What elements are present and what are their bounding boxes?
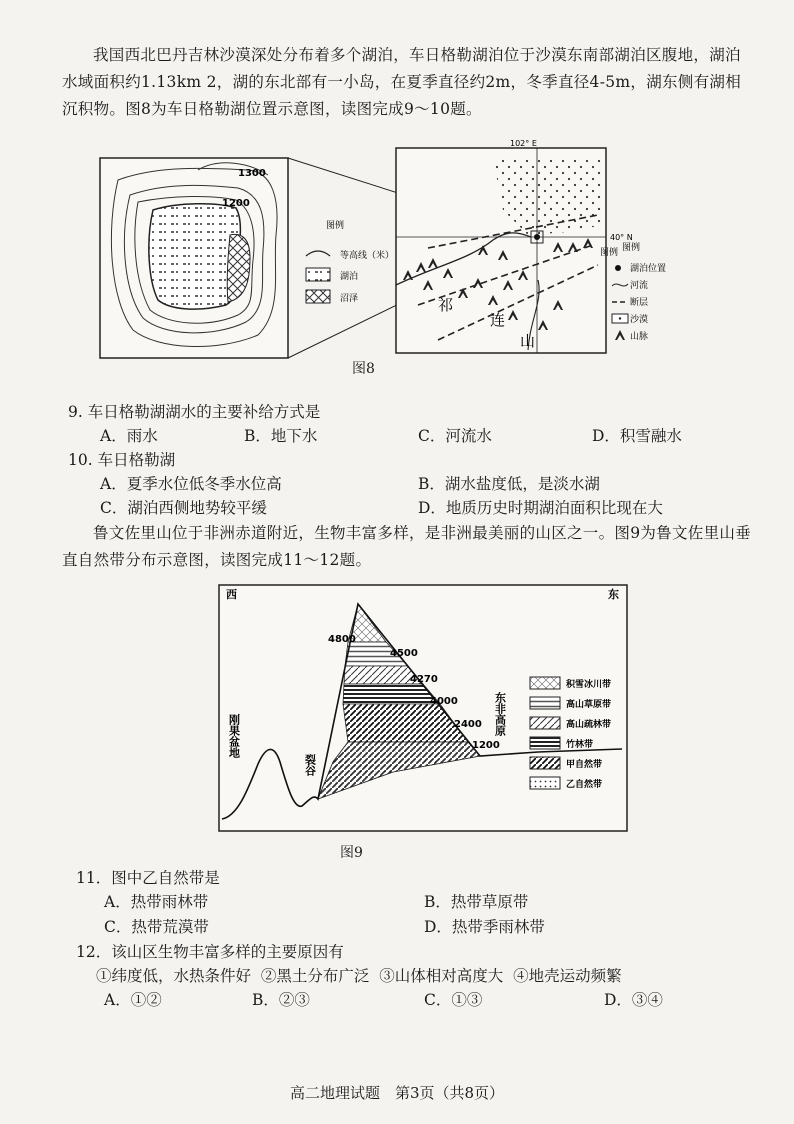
legend-contour: 等高线（米）: [340, 251, 395, 261]
legend-title-right: 图例: [599, 248, 618, 258]
legend-title-left: 图例: [326, 221, 345, 231]
legend-lake-location: 湖泊位置: [630, 264, 667, 274]
elevation-2400: 2400: [454, 719, 482, 730]
question-10-stem: 10. 车日格勒湖: [68, 451, 176, 469]
mountain-char-shan: 山: [520, 332, 536, 350]
legend-desert: 沙漠: [630, 315, 649, 325]
q9-option-d: D．积雪融水: [592, 427, 682, 445]
page-footer: 高二地理试题 第3页（共8页）: [289, 1084, 505, 1102]
q12-option-c: C．①③: [424, 991, 483, 1009]
legend-jia-icon: [530, 757, 560, 769]
figure-9: [218, 584, 628, 832]
q10-option-c: C．湖泊西侧地势较平缓: [100, 499, 267, 517]
river-legend-icon: [612, 284, 628, 286]
contour-1200-label: 1200: [222, 198, 250, 209]
marsh-legend-icon: [306, 290, 330, 303]
q10-option-b: B．湖水盐度低，是淡水湖: [418, 475, 600, 493]
legend-bamboo: 竹林带: [566, 740, 594, 750]
legend-title-right-2: 图例: [622, 243, 641, 253]
legend-lake: 湖泊: [340, 272, 359, 282]
q11-option-d: D．热带季雨林带: [424, 918, 545, 936]
legend-yi: 乙自然带: [566, 780, 603, 790]
figure-8-legend: [612, 240, 692, 360]
legend-bamboo-icon: [530, 737, 560, 749]
mountain-char-qi: 祁: [438, 296, 454, 314]
figure-8-caption: 图8: [352, 361, 375, 377]
legend-yi-icon: [530, 777, 560, 789]
question-11-stem: 11．图中乙自然带是: [76, 869, 220, 887]
q11-option-c: C．热带荒漠带: [104, 918, 209, 936]
legend-grass-icon: [530, 697, 560, 709]
intro-paragraph-1: 我国西北巴丹吉林沙漠深处分布着多个湖泊，车日格勒湖泊位于沙漠东南部湖泊区腹地，湖泊水域面积约1.13km 2，湖的东北部有一小岛，在夏季直径约2m，冬季直径4-5m，湖东侧有湖相沉积物。图8为车日格勒湖位置示意图，读图完成9～10题。: [62, 46, 742, 118]
legend-river: 河流: [630, 281, 649, 291]
q9-option-c: C．河流水: [418, 427, 492, 445]
elevation-4270: 4270: [410, 674, 438, 685]
q9-option-b: B．地下水: [244, 427, 318, 445]
elevation-4500: 4500: [390, 648, 418, 659]
mountain-char-lian: 连: [490, 311, 506, 329]
lon-label: 102° E: [510, 139, 537, 148]
figure-8: [98, 139, 633, 360]
q10-option-d: D．地质历史时期湖泊面积比现在大: [418, 499, 663, 517]
legend-marsh: 沼泽: [340, 294, 359, 304]
elevation-1200: 1200: [472, 740, 500, 751]
lat-label: 40° N: [610, 233, 633, 242]
congo-basin-label: 刚果盆地: [227, 714, 241, 758]
q12-statements: ①纬度低，水热条件好 ②黑土分布广泛 ③山体相对高度大 ④地壳运动频繁: [96, 967, 622, 985]
lake-location-marker: [534, 234, 540, 240]
legend-jia: 甲自然带: [566, 760, 603, 770]
elevation-4000: 4000: [430, 696, 458, 707]
lake-legend-icon: [306, 268, 330, 281]
q12-option-b: B．②③: [252, 991, 310, 1009]
intro-paragraph-2: 鲁文佐里山位于非洲赤道附近，生物丰富多样，是非洲最美丽的山区之一。图9为鲁文佐里山垂直自然带分布示意图，读图完成11～12题。: [62, 524, 751, 569]
q10-option-a: A．夏季水位低冬季水位高: [100, 475, 282, 493]
legend-sparse-icon: [530, 717, 560, 729]
lake-shape: [149, 204, 241, 309]
figure-9-caption: 图9: [340, 845, 363, 861]
legend-mountain: 山脉: [630, 332, 649, 342]
west-label: 西: [226, 588, 237, 601]
legend-snow-icon: [530, 677, 560, 689]
legend-alpine-grass: 高山草原带: [566, 700, 612, 710]
question-9-stem: 9. 车日格勒湖湖水的主要补给方式是: [68, 403, 321, 421]
contour-legend-icon: [306, 251, 330, 256]
east-label: 东: [608, 588, 619, 601]
q11-option-a: A．热带雨林带: [104, 893, 209, 911]
mountain-legend-icon: [615, 330, 625, 340]
legend-alpine-sparse: 高山疏林带: [566, 720, 612, 730]
lake-location-legend-icon: [615, 265, 621, 271]
elevation-4800: 4800: [328, 634, 356, 645]
q9-option-a: A．雨水: [100, 427, 158, 445]
question-12-stem: 12．该山区生物丰富多样的主要原因有: [76, 943, 344, 961]
legend-snow: 积雪冰川带: [566, 680, 612, 690]
legend-fault: 断层: [630, 298, 649, 308]
contour-1300-label: 1300: [238, 168, 266, 179]
q12-option-d: D．③④: [604, 991, 663, 1009]
q11-option-b: B．热带草原带: [424, 893, 529, 911]
q12-option-a: A．①②: [104, 991, 162, 1009]
east-plateau-label: 东非高原: [493, 692, 507, 736]
rift-label: 裂谷: [303, 754, 317, 776]
